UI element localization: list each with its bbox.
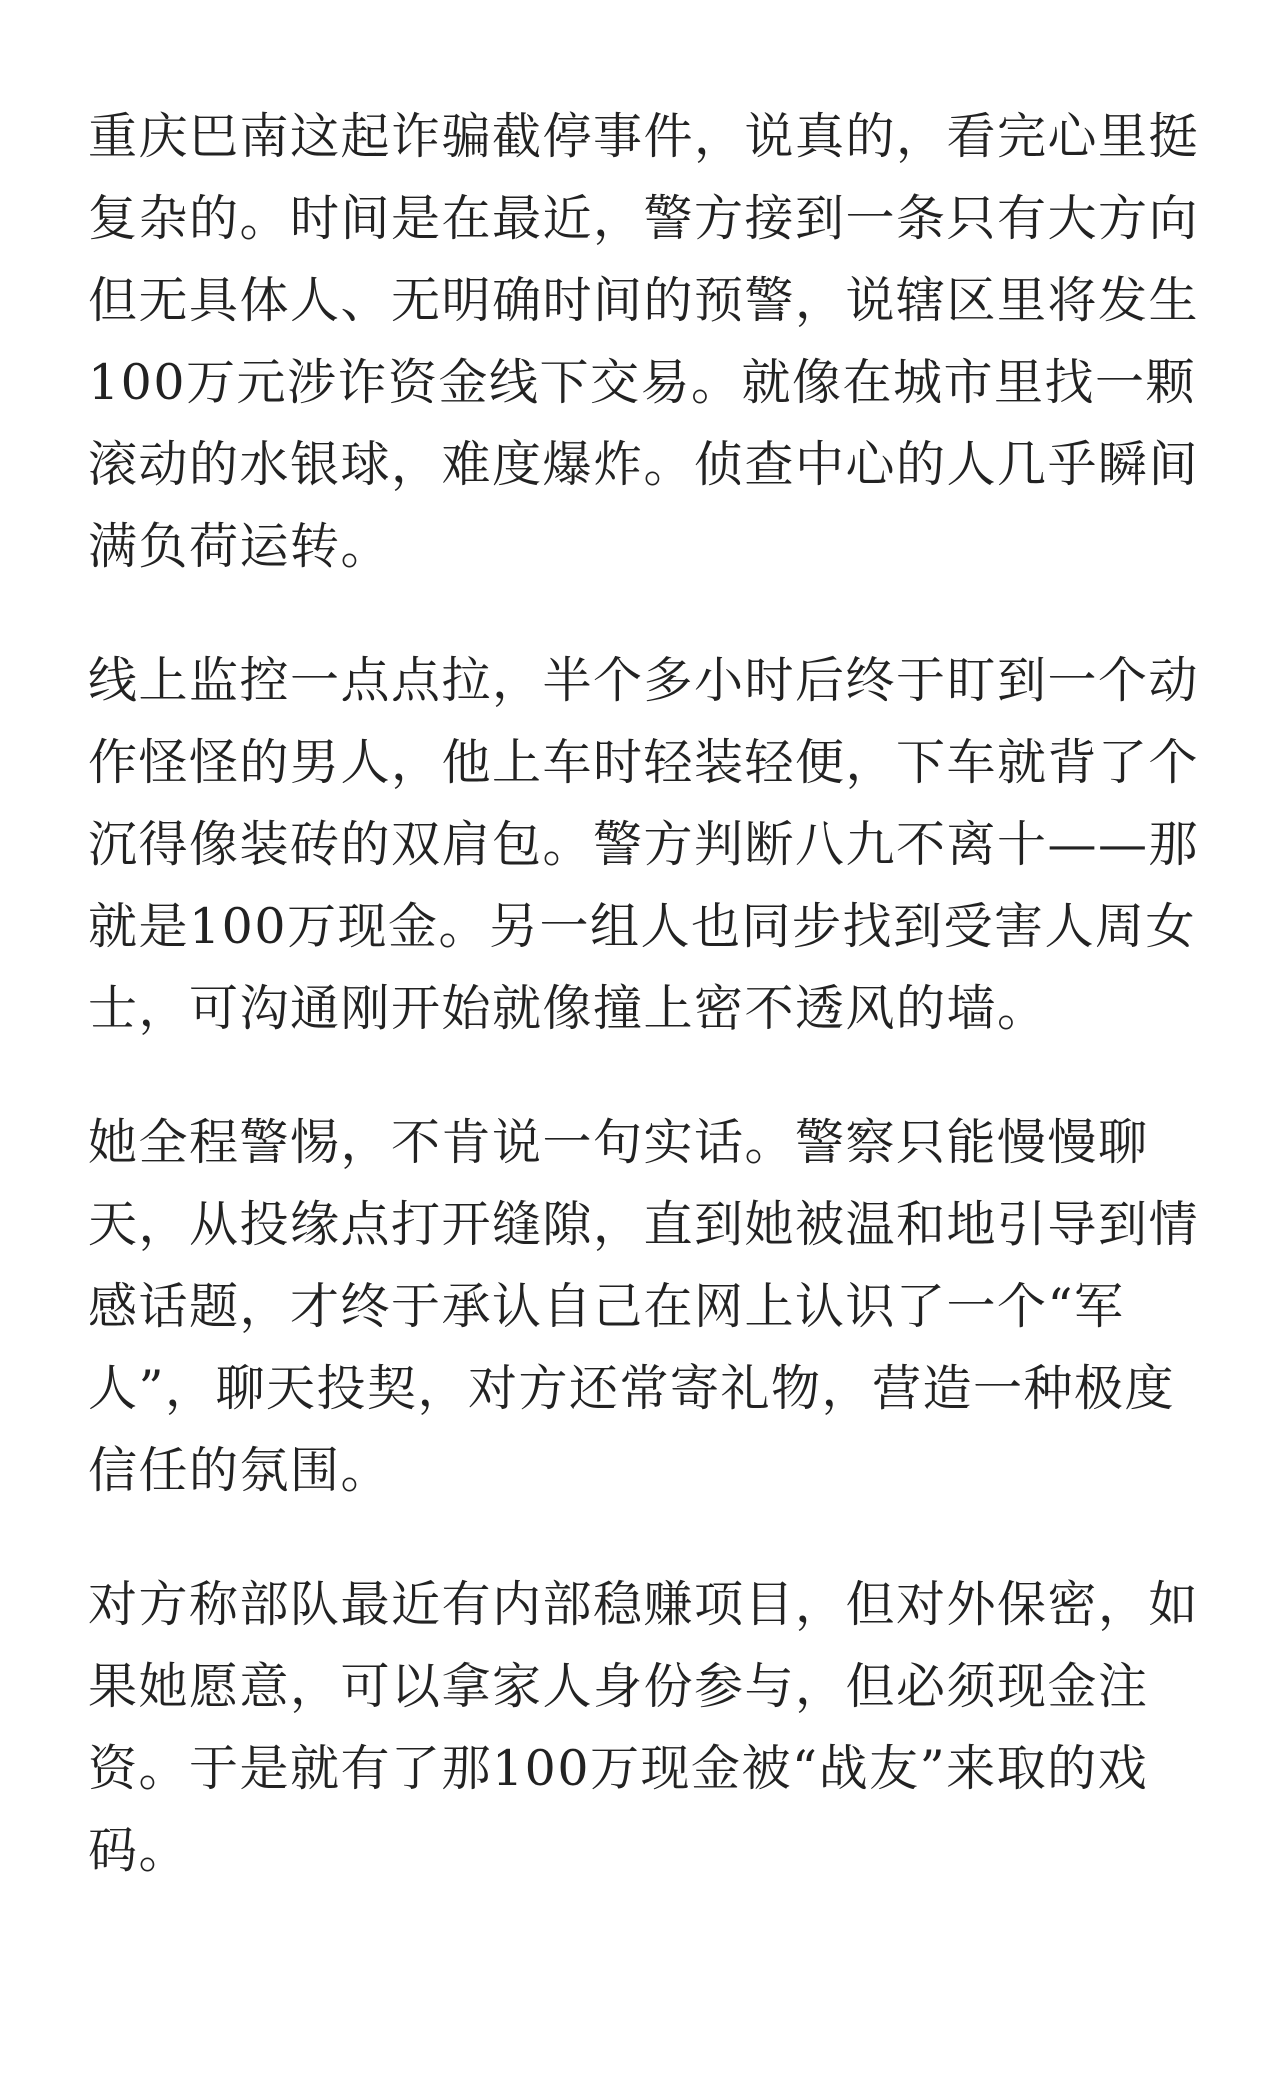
text-line: 人”，聊天投契，对方还常寄礼物，营造一种极度 — [88, 1360, 1176, 1417]
text-line: 资。于是就有了那100万现金被“战友”来取的戏 — [88, 1740, 1149, 1797]
text-line: 士，可沟通刚开始就像撞上密不透风的墙。 — [88, 980, 1048, 1037]
text-line: 她全程警惕，不肯说一句实话。警察只能慢慢聊 — [88, 1114, 1149, 1171]
text-line: 就是100万现金。另一组人也同步找到受害人周女 — [88, 898, 1197, 955]
text-line: 天，从投缘点打开缝隙，直到她被温和地引导到情 — [88, 1196, 1200, 1253]
text-line: 复杂的。时间是在最近，警方接到一条只有大方向 — [88, 190, 1200, 247]
paragraph-4 — [88, 1564, 1200, 1892]
text-line: 满负荷运转。 — [88, 518, 392, 575]
text-line: 作怪怪的男人，他上车时轻装轻便，下车就背了个 — [88, 734, 1200, 791]
text-line: 100万元涉诈资金线下交易。就像在城市里找一颗 — [88, 354, 1197, 411]
text-line: 重庆巴南这起诈骗截停事件，说真的，看完心里挺 — [88, 108, 1200, 165]
text-line: 对方称部队最近有内部稳赚项目，但对外保密，如 — [88, 1576, 1200, 1633]
paragraph-2 — [88, 640, 1200, 1050]
text-line: 信任的氛围。 — [88, 1442, 392, 1499]
text-line: 线上监控一点点拉，半个多小时后终于盯到一个动 — [88, 652, 1200, 709]
paragraph-1 — [88, 96, 1200, 588]
paragraph-3 — [88, 1102, 1200, 1512]
text-line: 码。 — [88, 1822, 190, 1879]
text-line: 沉得像装砖的双肩包。警方判断八九不离十——那 — [88, 816, 1200, 873]
text-line: 滚动的水银球，难度爆炸。侦查中心的人几乎瞬间 — [88, 436, 1200, 493]
article-body — [88, 96, 1200, 1944]
text-line: 但无具体人、无明确时间的预警，说辖区里将发生 — [88, 272, 1200, 329]
text-line: 果她愿意，可以拿家人身份参与，但必须现金注 — [88, 1658, 1149, 1715]
text-line: 感话题，才终于承认自己在网上认识了一个“军 — [88, 1278, 1125, 1335]
